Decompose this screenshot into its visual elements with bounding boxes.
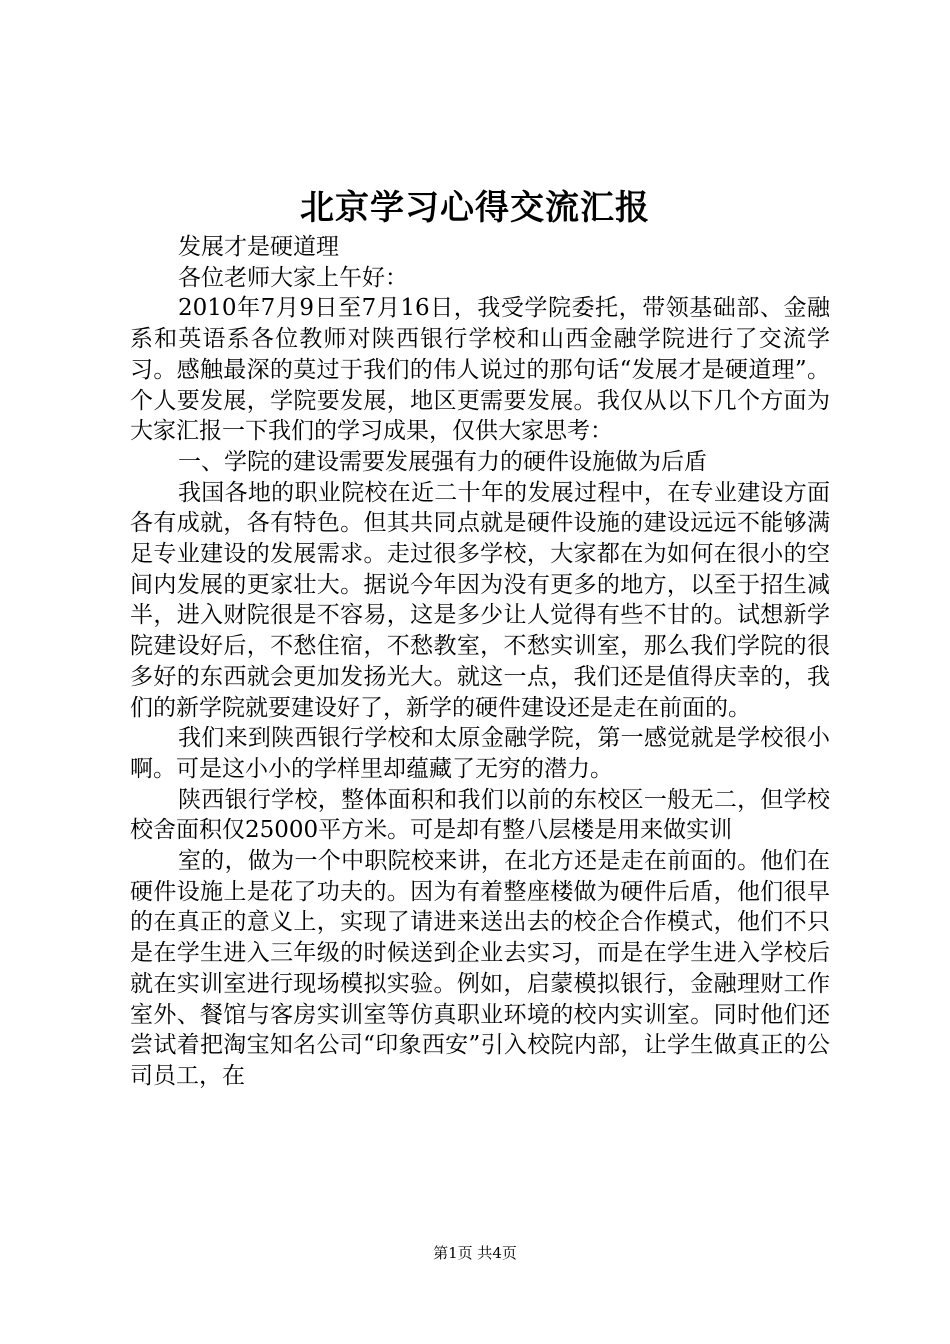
paragraph-body: 我国各地的职业院校在近二十年的发展过程中，在专业建设方面各有成就，各有特色。但其共同点就是硬件设施的建设远远不能够满足专业建设的发展需求。走过很多学校，大家都在为如何在很小的空间内发展的更家壮大。据说今年因为没有更多的地方，以至于招生减半，进入财院很是不容易，这是多少让人觉得有些不甘的。试想新学院建设好后，不愁住宿，不愁教室，不愁实训室，那么我们学院的很多好的东西就会更加发扬光大。就这一点，我们还是值得庆幸的，我们的新学院就要建设好了，新学的硬件建设还是走在前面的。 <box>130 479 830 721</box>
page-footer: 第1页 共4页 <box>433 1244 517 1262</box>
paragraph-body: 我们来到陕西银行学校和太原金融学院，第一感觉就是学校很小啊。可是这小小的学样里却蕴藏了无穷的潜力。 <box>130 725 830 782</box>
paragraph-greeting: 各位老师大家上午好： <box>178 264 408 291</box>
document-title: 北京学习心得交流汇报 <box>300 188 650 228</box>
section-heading: 一、学院的建设需要发展强有力的硬件设施做为后盾 <box>178 448 707 475</box>
paragraph-body: 陕西银行学校，整体面积和我们以前的东校区一般无二，但学校校舍面积仅25000平方米。可是却有整八层楼是用来做实训 <box>130 786 830 844</box>
document-body <box>130 232 830 1092</box>
paragraph-intro: 2010年7月9日至7月16日，我受学院委托，带领基础部、金融系和英语系各位教师对陕西银行学校和山西金融学院进行了交流学习。感触最深的莫过于我们的伟人说过的那句话“发展才是硬道理”。个人要发展，学院要发展，地区更需要发展。我仅从以下几个方面为大家汇报一下我们的学习成果，仅供大家思考： <box>130 295 830 445</box>
paragraph-subtitle: 发展才是硬道理 <box>178 234 339 260</box>
paragraph-body: 室的，做为一个中职院校来讲，在北方还是走在前面的。他们在硬件设施上是花了功夫的。因为有着整座楼做为硬件后盾，他们很早的在真正的意义上，实现了请进来送出去的校企合作模式，他们不只是在学生进入三年级的时候送到企业去实习，而是在学生进入学校后就在实训室进行现场模拟实验。例如，启蒙模拟银行，金融理财工作室外、餐馆与客房实训室等仿真职业环境的校内实训室。同时他们还尝试着把淘宝知名公司“印象西安”引入校院内部，让学生做真正的公司员工，在 <box>130 848 830 1089</box>
